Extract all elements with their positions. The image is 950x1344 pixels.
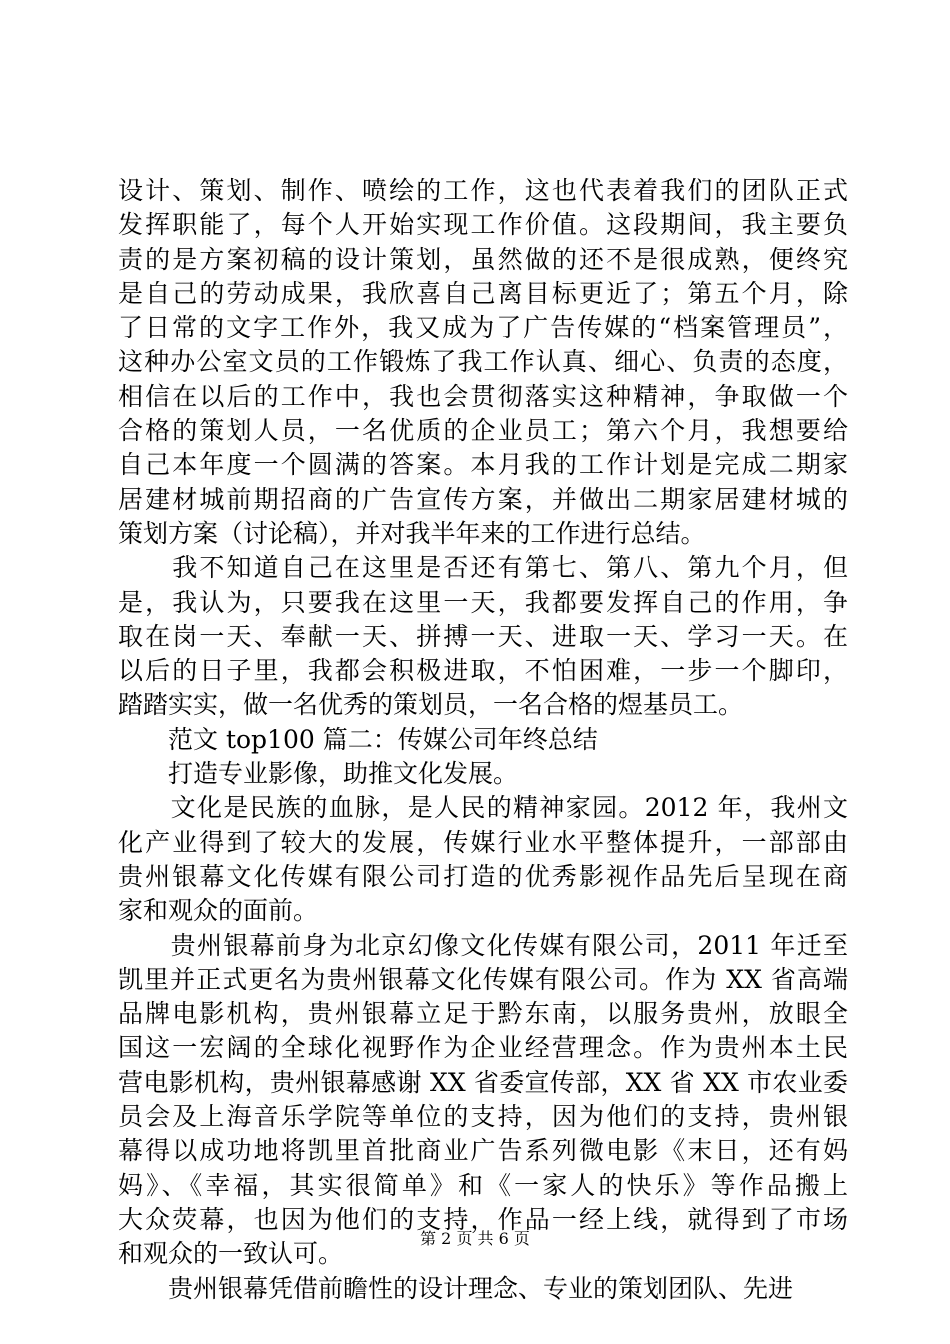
text-line: 相信在以后的工作中，我也会贯彻落实这种精神，争取做一个 [118,381,848,411]
text-line: 是，我认为，只要我在这里一天，我都要发挥自己的作用，争 [118,587,848,617]
text-line: 贵州银幕文化传媒有限公司打造的优秀影视作品先后呈现在商 [118,861,848,891]
text-line: 自己本年度一个圆满的答案。本月我的工作计划是完成二期家 [118,450,848,480]
text-line: 责的是方案初稿的设计策划，虽然做的还不是很成熟，便终究 [118,244,848,274]
text-line: 是自己的劳动成果，我欣喜自己离目标更近了；第五个月，除 [118,278,848,308]
text-line: 贵州银幕前身为北京幻像文化传媒有限公司，2011 年迁至 [118,930,848,960]
document-body [118,174,848,1306]
text-line: 发挥职能了，每个人开始实现工作价值。这段期间，我主要负 [118,210,848,240]
text-line: 妈》、《幸福，其实很简单》和《一家人的快乐》等作品搬上 [118,1170,848,1200]
text-line: 了日常的文字工作外，我又成为了广告传媒的“档案管理员”， [118,313,848,343]
text-line: 文化是民族的血脉，是人民的精神家园。2012 年，我州文 [118,793,848,823]
text-line: 踏踏实实，做一名优秀的策划员，一名合格的煜基员工。 [118,690,744,720]
text-line: 范文 top100 篇二：传媒公司年终总结 [118,724,598,754]
text-line: 国这一宏阔的全球化视野作为企业经营理念。作为贵州本土民 [118,1033,848,1063]
text-line: 大众荧幕，也因为他们的支持，作品一经上线，就得到了市场 [118,1204,848,1234]
text-line: 化产业得到了较大的发展，传媒行业水平整体提升，一部部由 [118,827,848,857]
text-line: 凯里并正式更名为贵州银幕文化传媒有限公司。作为 XX 省高端 [118,964,848,994]
text-line: 策划方案（讨论稿），并对我半年来的工作进行总结。 [118,518,706,548]
text-line: 打造专业影像，助推文化发展。 [118,759,519,789]
text-line: 以后的日子里，我都会积极进取，不怕困难，一步一个脚印， [118,656,848,686]
text-line: 取在岗一天、奉献一天、拼搏一天、进取一天、学习一天。在 [118,621,848,651]
text-line: 幕得以成功地将凯里首批商业广告系列微电影《末日，还有妈 [118,1136,848,1166]
page-footer: 第 2 页 共 6 页 [420,1229,530,1248]
text-line: 居建材城前期招商的广告宣传方案，并做出二期家居建材城的 [118,484,848,514]
text-line: 我不知道自己在这里是否还有第七、第八、第九个月，但 [118,553,848,583]
text-line: 员会及上海音乐学院等单位的支持，因为他们的支持，贵州银 [118,1102,848,1132]
text-line: 营电影机构，贵州银幕感谢 XX 省委宣传部，XX 省 XX 市农业委 [118,1067,848,1097]
text-line: 和观众的一致认可。 [118,1239,344,1269]
text-line: 品牌电影机构，贵州银幕立足于黔东南，以服务贵州，放眼全 [118,999,848,1029]
text-line: 家和观众的面前。 [118,896,319,926]
text-line: 设计、策划、制作、喷绘的工作，这也代表着我们的团队正式 [118,176,848,205]
text-line: 这种办公室文员的工作锻炼了我工作认真、细心、负责的态度， [118,347,848,377]
text-line: 合格的策划人员，一名优质的企业员工；第六个月，我想要给 [118,416,848,446]
text-line: 贵州银幕凭借前瞻性的设计理念、专业的策划团队、先进 [118,1273,794,1303]
